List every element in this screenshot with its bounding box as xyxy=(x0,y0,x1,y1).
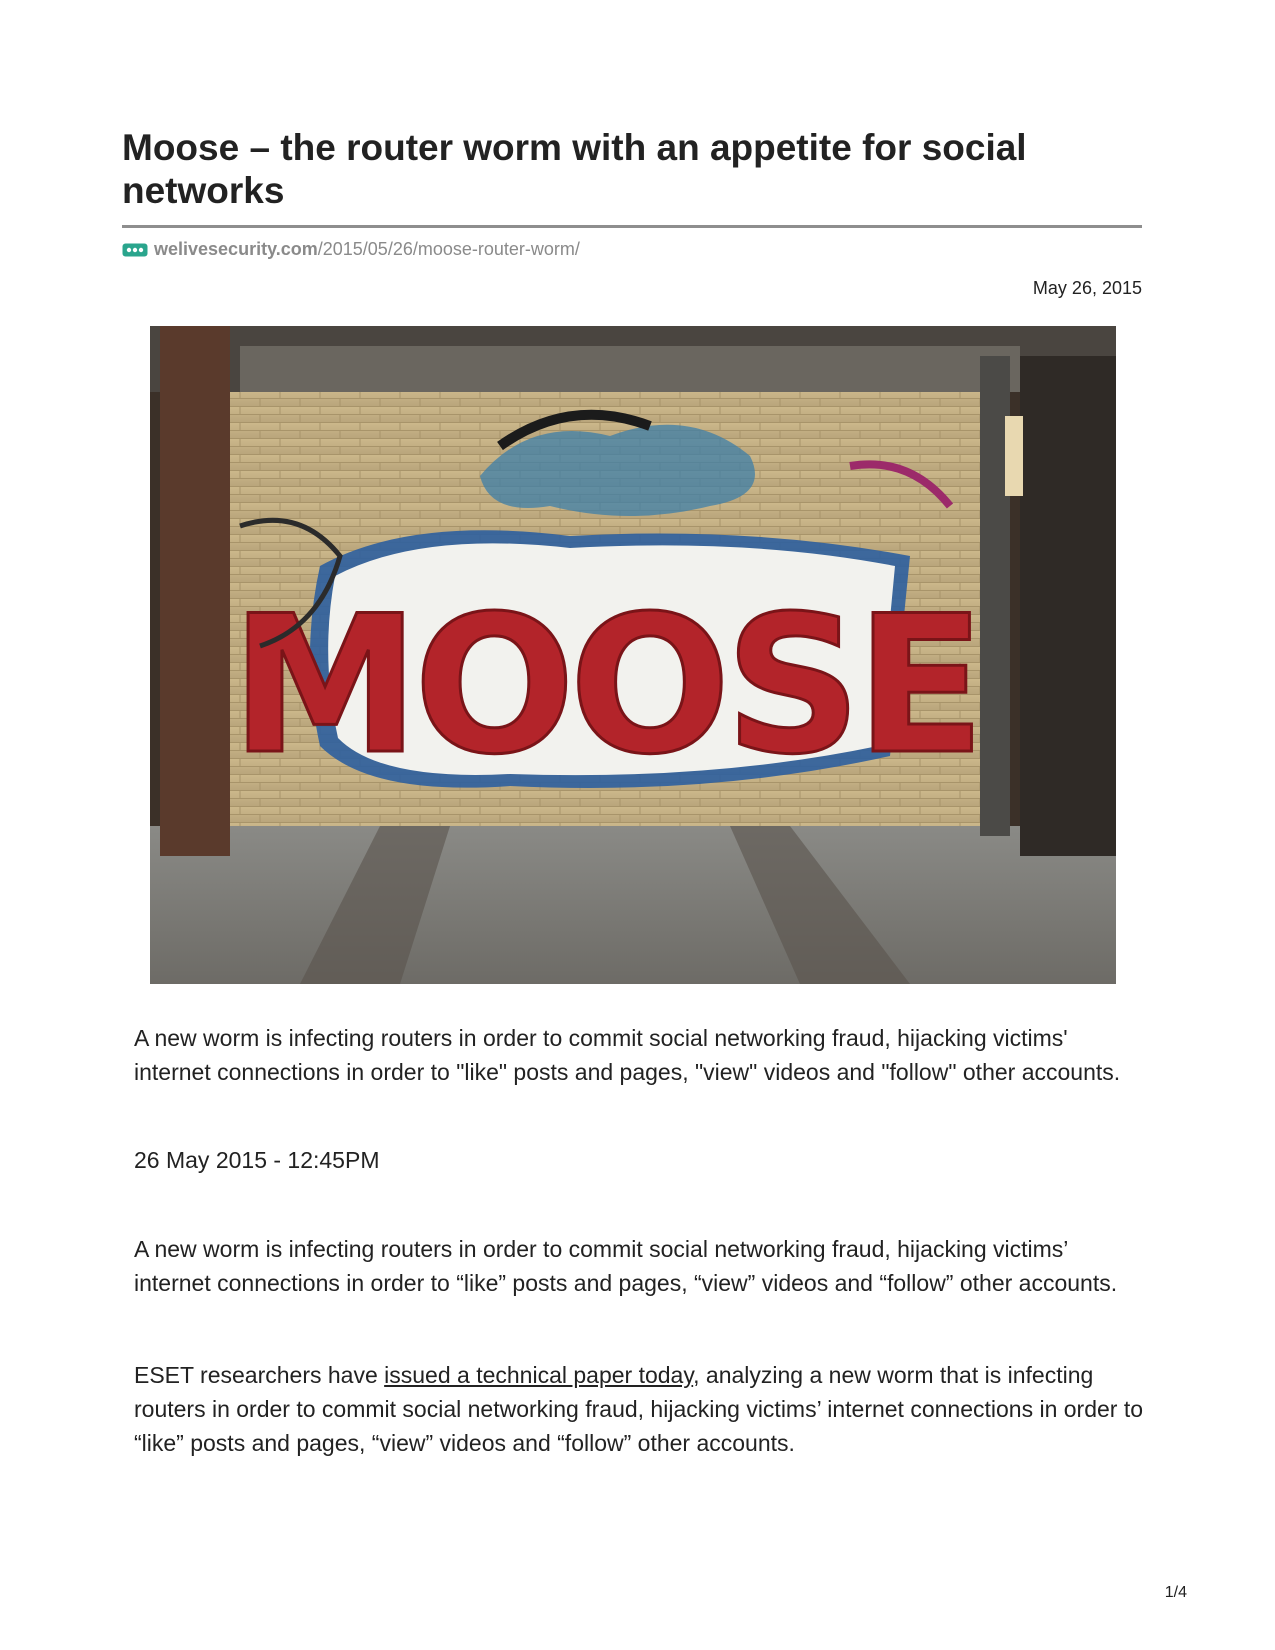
source-url[interactable] xyxy=(122,239,580,260)
page-number: 1/4 xyxy=(1164,1584,1187,1601)
body-paragraph-2 xyxy=(134,1358,1144,1460)
timestamp: 26 May 2015 - 12:45PM xyxy=(134,1147,380,1173)
title-divider xyxy=(122,225,1142,228)
body-paragraph-1: A new worm is infecting routers in order to commit social networking fraud, hijacking victims’ internet connections in order to “like” posts and pages, “view” videos and “follow” other accounts. xyxy=(134,1236,1118,1296)
body-2-lead: ESET researchers have xyxy=(134,1362,385,1388)
body-2-rest: , analyzing a new worm that is infecting routers in order to commit social networking fraud, hijacking victims’ internet connections in order to “like” posts and pages, “view” videos and “follow” other accounts. xyxy=(134,1362,1144,1456)
summary-paragraph: A new worm is infecting routers in order to commit social networking fraud, hijacking victims' internet connections in order to "like" posts and pages, "view" videos and "follow" other accounts. xyxy=(134,1025,1121,1085)
graffiti-photo xyxy=(150,326,1116,984)
source-domain: welivesecurity.com xyxy=(154,239,318,259)
technical-paper-link[interactable]: issued a technical paper today xyxy=(384,1362,694,1388)
source-path: /2015/05/26/moose-router-worm/ xyxy=(317,239,580,259)
graffiti-text: MOOSE xyxy=(230,575,980,796)
article-title: Moose – the router worm with an appetite for social networks xyxy=(122,127,1027,211)
publish-date: May 26, 2015 xyxy=(1032,278,1142,298)
link-badge-icon xyxy=(122,243,148,257)
hero-image xyxy=(150,326,1116,984)
